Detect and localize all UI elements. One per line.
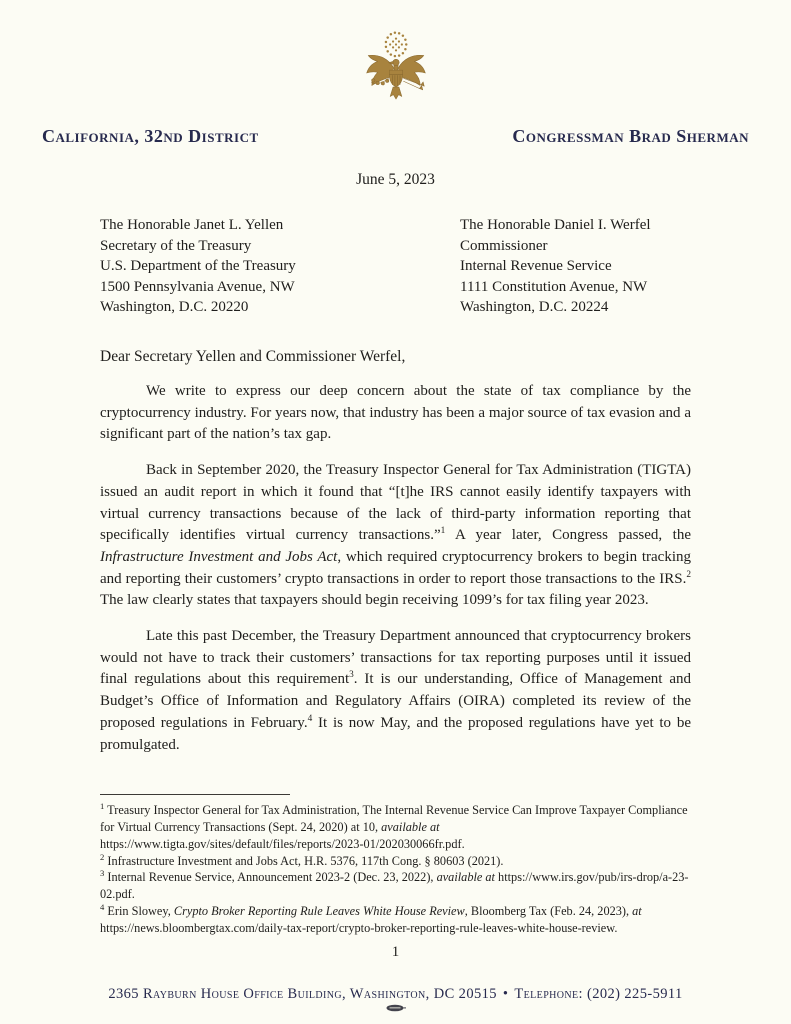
text-segment: https://www.irs.gov/pub/irs-drop/a-23-02.pdf. bbox=[100, 870, 689, 902]
address-line: The Honorable Janet L. Yellen bbox=[100, 217, 284, 233]
text-segment: A year later, Congress passed, the bbox=[445, 527, 691, 544]
text-segment: https://www.tigta.gov/sites/default/files/reports/2023-01/202030066fr.pdf. bbox=[100, 836, 465, 851]
address-line: Washington, D.C. 20224 bbox=[460, 299, 609, 315]
date-line: June 5, 2023 bbox=[356, 171, 435, 188]
address-line: U.S. Department of the Treasury bbox=[100, 258, 296, 274]
text-segment: https://news.bloombergtax.com/daily-tax-report/crypto-broker-reporting-rule-leaves-white-house-review. bbox=[100, 920, 618, 935]
footer-address: 2365 Rayburn House Office Building, Washington, DC 20515 bbox=[108, 986, 497, 1002]
footnote-reference: 4 bbox=[100, 901, 105, 912]
footnote bbox=[100, 869, 691, 903]
great-seal-eagle-icon bbox=[352, 28, 440, 124]
footnotes bbox=[0, 802, 791, 936]
text-segment: It is now May, and the proposed regulations have yet to be promulgated. bbox=[100, 714, 691, 753]
footnote bbox=[100, 853, 691, 870]
address-line: Commissioner bbox=[460, 237, 548, 254]
footer-telephone: Telephone: (202) 225-5911 bbox=[514, 986, 683, 1002]
salutation: Dear Secretary Yellen and Commissioner Werfel, bbox=[100, 348, 406, 365]
text-segment: We write to express our deep concern about the state of tax compliance by the cryptocurrency industry. For years now, that industry has been a major source of tax evasion and a significant part of the nation’s tax gap. bbox=[100, 383, 691, 443]
footnote-reference: 2 bbox=[686, 569, 691, 580]
text-segment: Late this past December, the Treasury Department announced that cryptocurrency brokers would not have to track their customers’ transactions for tax reporting purposes until it issued final regulations about this requirement bbox=[100, 628, 691, 688]
footer-bullet: • bbox=[502, 986, 509, 1002]
address-line: 1500 Pennsylvania Avenue, NW bbox=[100, 278, 295, 295]
text-segment: Crypto Broker Reporting Rule Leaves White House Review bbox=[173, 904, 465, 919]
text-segment: Internal Revenue Service, Announcement 2023-2 (Dec. 23, 2022), bbox=[104, 870, 437, 885]
district-title: California, 32nd District bbox=[42, 126, 259, 146]
text-segment: Infrastructure Investment and Jobs Act bbox=[100, 548, 338, 565]
footnote bbox=[100, 903, 691, 937]
footnote-reference: 1 bbox=[440, 526, 446, 537]
footnote-reference: 2 bbox=[100, 851, 105, 862]
address-line: Internal Revenue Service bbox=[460, 258, 612, 274]
union-printer-bug-icon bbox=[386, 1004, 406, 1012]
address-line: 1111 Constitution Avenue, NW bbox=[460, 278, 648, 295]
footnote bbox=[100, 802, 691, 852]
recipient-left bbox=[100, 215, 296, 318]
text-segment: , Bloomberg Tax (Feb. 24, 2023), bbox=[464, 904, 633, 919]
text-segment: Erin Slowey, bbox=[104, 904, 174, 919]
footnote-separator bbox=[100, 794, 290, 795]
address-line: Secretary of the Treasury bbox=[100, 237, 252, 254]
text-segment: available at bbox=[381, 820, 440, 835]
address-line: Washington, D.C. 20220 bbox=[100, 299, 249, 315]
masthead bbox=[0, 126, 791, 147]
address-line: The Honorable Daniel I. Werfel bbox=[460, 217, 651, 233]
text-segment: at bbox=[632, 904, 642, 919]
page-number: 1 bbox=[391, 943, 400, 960]
text-segment: Infrastructure Investment and Jobs Act, H.R. 5376, 117th Cong. § 80603 (2021). bbox=[104, 853, 504, 868]
footer-address-line bbox=[0, 986, 791, 1003]
page-footer bbox=[0, 986, 791, 1012]
text-segment: Treasury Inspector General for Tax Administration, The Internal Revenue Service Can Improve Taxpayer Compliance for Virtual Currency Transactions (Sept. 24, 2020) at 10, bbox=[100, 803, 688, 835]
letter-paragraph bbox=[100, 381, 691, 446]
text-segment: available at bbox=[436, 870, 495, 885]
footnote-reference: 3 bbox=[100, 868, 105, 879]
letter-paragraph bbox=[100, 626, 691, 756]
recipient-blocks bbox=[0, 215, 791, 318]
congressman-title: Congressman Brad Sherman bbox=[512, 126, 749, 146]
text-segment: The law clearly states that taxpayers should begin receiving 1099’s for tax filing year 2023. bbox=[100, 592, 649, 609]
text-segment: Back in September 2020, the Treasury Inspector General for Tax Administration (TIGTA) issued an audit report in which it found that “[t]he IRS cannot easily identify taxpayers with virtual currency transactions because of the lack of third-party information reporting that specifically identifies virtual currency transactions.” bbox=[100, 462, 691, 544]
text-segment: . It is our understanding, Office of Management and Budget’s Office of Information and Regulatory Affairs (OIRA) completed its review of the proposed regulations in February. bbox=[100, 671, 691, 731]
footnote-reference: 4 bbox=[307, 713, 313, 724]
recipient-right bbox=[460, 215, 651, 318]
footnote-reference: 1 bbox=[100, 801, 105, 812]
text-segment: , which required cryptocurrency brokers to begin tracking and reporting their customers’ crypto transactions in order to report those transactions to the IRS. bbox=[100, 548, 691, 587]
footnote-reference: 3 bbox=[349, 670, 354, 681]
letter-body bbox=[0, 381, 791, 756]
letter-paragraph bbox=[100, 460, 691, 612]
